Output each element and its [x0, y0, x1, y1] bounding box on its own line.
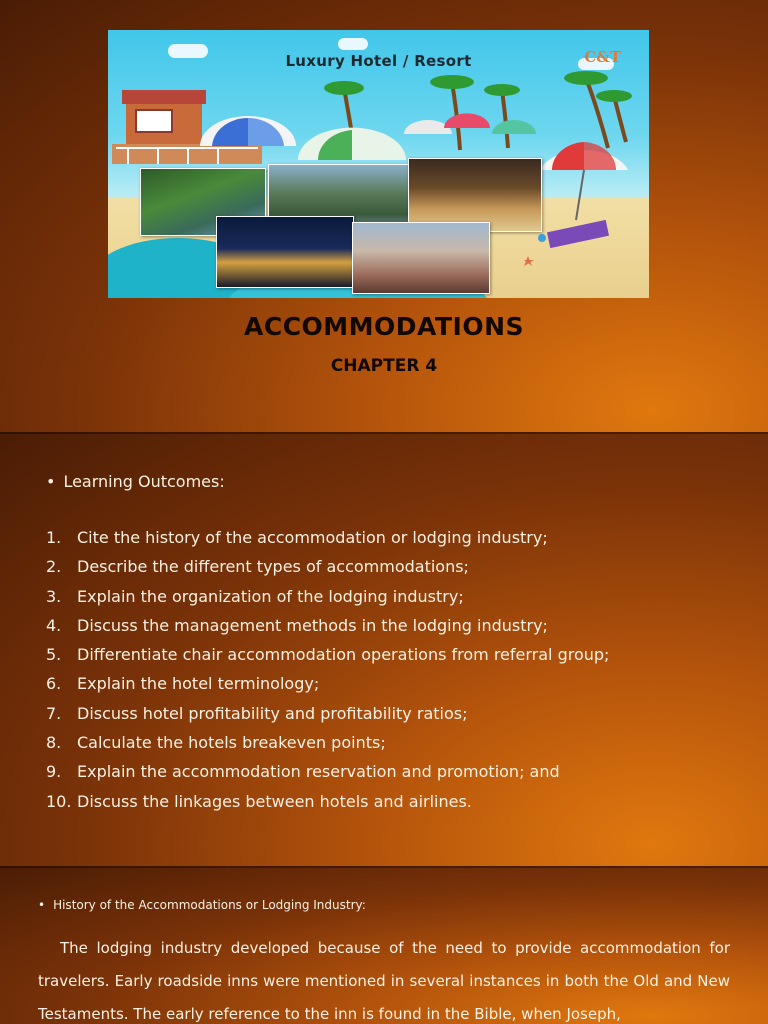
list-text: Discuss the linkages between hotels and airlines. [77, 791, 472, 811]
bullet-icon: • [46, 472, 56, 491]
history-paragraph: The lodging industry developed because of the need to provide accommodation for travelers. Early roadside inns were mentioned in several instances in both the Old and New Testaments. The early reference to the inn is found in the Bible, when Joseph, [38, 939, 730, 1023]
list-text: Calculate the hotels breakeven points; [77, 733, 386, 753]
list-item [46, 557, 609, 586]
list-text: Discuss the management methods in the lodging industry; [77, 615, 548, 635]
list-item [46, 587, 609, 616]
list-item [46, 704, 609, 733]
chapter-number: CHAPTER 4 [330, 356, 438, 376]
list-number: 6. [46, 674, 62, 694]
bullet-icon: • [38, 898, 46, 912]
list-number: 1. [46, 528, 62, 547]
list-text: Explain the hotel terminology; [77, 674, 320, 694]
list-text: Differentiate chair accommodation operations from referral group; [77, 645, 610, 665]
learning-outcomes-heading [46, 472, 225, 491]
list-item [46, 733, 609, 762]
list-number: 9. [46, 762, 62, 782]
heading-text: Learning Outcomes: [63, 472, 225, 491]
list-item [46, 762, 609, 791]
list-item [46, 674, 609, 703]
list-number: 5. [46, 645, 62, 665]
list-text: Cite the history of the accommodation or lodging industry; [77, 528, 548, 547]
outcomes-list [46, 528, 609, 821]
banner-logo: C&T [584, 48, 621, 66]
resort-photo-building [352, 222, 490, 294]
list-number: 4. [46, 615, 62, 635]
learning-outcomes-slide [0, 432, 768, 866]
page-title: ACCOMMODATIONS [244, 312, 524, 341]
list-item [46, 616, 609, 645]
list-text: Discuss hotel profitability and profitability ratios; [77, 703, 468, 723]
history-heading [38, 898, 366, 912]
list-number: 2. [46, 557, 62, 577]
list-text: Describe the different types of accommodations; [77, 557, 469, 577]
list-number: 7. [46, 703, 62, 723]
list-text: Explain the organization of the lodging industry; [77, 586, 464, 606]
heading-text: History of the Accommodations or Lodging Industry: [53, 898, 366, 912]
list-number: 3. [46, 586, 62, 606]
resort-photo-lobby [408, 158, 542, 232]
list-number: 10. [46, 791, 72, 811]
banner-title: Luxury Hotel / Resort [285, 52, 472, 70]
list-text: Explain the accommodation reservation and promotion; and [77, 762, 560, 782]
list-number: 8. [46, 733, 62, 753]
resort-banner-image [108, 30, 649, 298]
cover-slide [0, 0, 768, 432]
list-item [46, 645, 609, 674]
history-slide [0, 866, 768, 1024]
resort-photo-tower [216, 216, 354, 288]
list-item [46, 792, 609, 821]
list-item [46, 528, 609, 557]
